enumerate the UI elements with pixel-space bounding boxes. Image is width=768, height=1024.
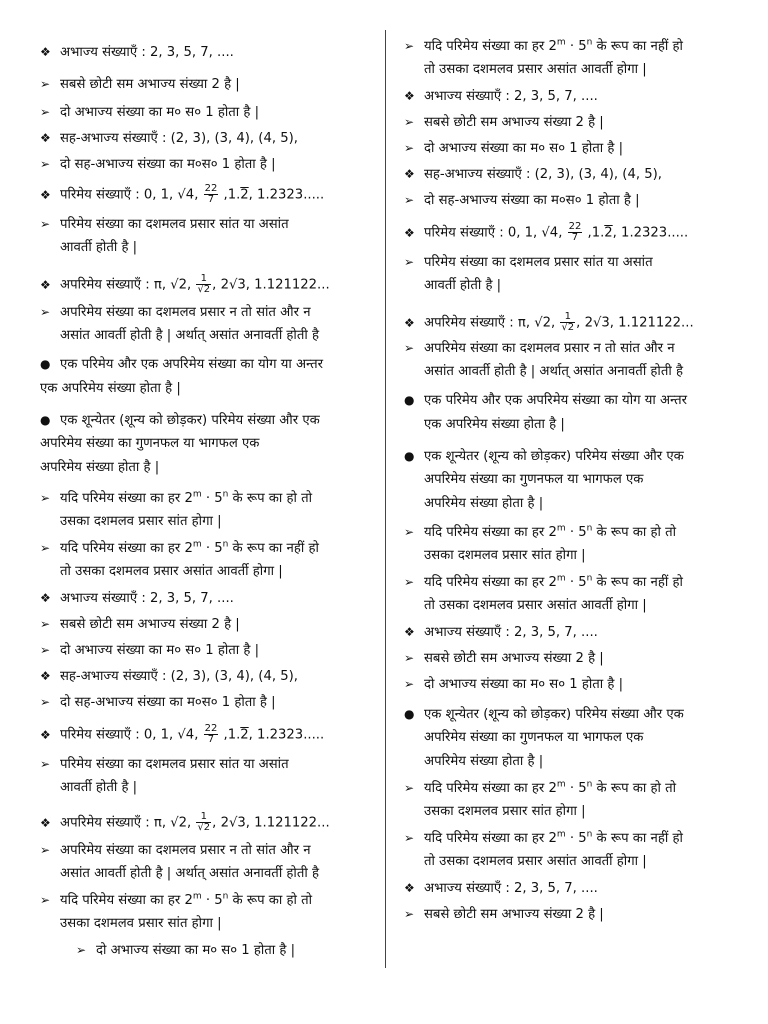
- diamond-icon: ❖: [404, 315, 415, 330]
- arrow-icon: ➢: [40, 157, 51, 171]
- list-item: ❖ अभाज्य संख्याएँ : 2, 3, 5, 7, ....: [404, 881, 598, 896]
- bullet-icon: ●: [404, 393, 415, 407]
- list-item: ● एक परिमेय और एक अपरिमेय संख्या का योग या अन्तर: [404, 393, 688, 408]
- bullet-icon: ●: [40, 413, 51, 427]
- list-item: ❖ अभाज्य संख्याएँ : 2, 3, 5, 7, ....: [404, 625, 598, 640]
- list-item: ● एक शून्येतर (शून्य को छोड़कर) परिमेय संख्या और एक: [404, 449, 684, 464]
- arrow-icon: ➢: [404, 907, 415, 921]
- list-item: ➢ अपरिमेय संख्या का दशमलव प्रसार न तो सांत और न: [40, 843, 311, 858]
- list-item: ➢ दो अभाज्य संख्या का म० स० 1 होता है |: [40, 105, 260, 120]
- diamond-icon: ❖: [40, 45, 51, 59]
- fraction: $\frac{22}{7}$: [568, 221, 582, 243]
- arrow-icon: ➢: [40, 643, 51, 657]
- diamond-icon: ❖: [404, 89, 415, 103]
- list-item: ➢ यदि परिमेय संख्या का हर $2^m \cdot 5^n$ के रूप का नहीं हो: [40, 539, 319, 556]
- list-item: ❖ सह-अभाज्य संख्याएँ : (2, 3), (3, 4), (4, 5),: [404, 167, 662, 182]
- arrow-icon: ➢: [40, 77, 51, 91]
- diamond-icon: ❖: [40, 131, 51, 145]
- arrow-icon: ➢: [404, 831, 415, 845]
- fraction: $\frac{22}{7}$: [204, 183, 218, 205]
- list-item: ➢ सबसे छोटी सम अभाज्य संख्या 2 है |: [404, 907, 604, 922]
- notes-page: ❖ अभाज्य संख्याएँ : 2, 3, 5, 7, .... ➢ सबसे छोटी सम अभाज्य संख्या 2 है | ➢ दो अभाज्य संख्या का म० स० 1 होता है | ❖ सह-अभाज्य संख्याएँ : (2, 3), (3, 4), (4, 5), ➢ दो सह-अभाज्य संख्या का म०स० 1 होता है | ❖ परिमेय संख्याएँ : 0, 1, √4, $\frac{22}{7}$ ,1.2, 1.2323..... ➢ परिमेय संख्या का दशमलव प्रसार सांत या असांत आवर्ती होती है | ❖ अपरिमेय संख्याएँ : π, √2, $\frac{1}{√2}$ , 2√3, 1.121122... ➢ अपरिमेय संख्या का दशमलव प्रसार न तो सांत और न असांत आवर्ती होती है | अर्थात् असांत अनावर्ती होती है ● एक परिमेय और एक अपरिमेय संख्या का योग या अन्तर एक अपरिमेय संख्या होता है | ● एक शून्येतर (शून्य को छोड़कर) परिमेय संख्या और एक अपरिमेय संख्या का गुणनफल या भागफल एक अपरिमेय संख्या होता है | ➢ यदि परिमेय संख्या का हर $2^m \cdot 5^n$ के रूप का हो तो उसका दशमलव प्रसार सांत होगा | ➢ यदि परिमेय संख्या का हर $2^m \cdot 5^n$ के रूप का नहीं हो तो उसका दशमलव प्रसार असांत आवर्ती होगा | ❖ अभाज्य संख्याएँ : 2, 3, 5, 7, .... ➢ सबसे छोटी सम अभाज्य संख्या 2 है | ➢ दो अभाज्य संख्या का म० स० 1 होता है | ❖ सह-अभाज्य संख्याएँ : (2, 3), (3, 4), (4, 5), ➢ दो सह-अभाज्य संख्या का म०स० 1 होता है | ❖ परिमेय संख्याएँ : 0, 1, √4, $\frac{22}{7}$ ,1.2, 1.2323..... ➢ परिमेय संख्या का दशमलव प्रसार सांत या असांत आवर्ती होती है | ❖ अपरिमेय संख्याएँ : π, √2, $\frac{1}{√2}$ , 2√3, 1.121122... ➢ अपरिमेय संख्या का दशमलव प्रसार न तो सांत और न असांत आवर्ती होती है | अर्थात् असांत अनावर्ती होती है ➢ यदि परिमेय संख्या का हर $2^m \cdot 5^n$ के रूप का हो तो उसका दशमलव प्रसार सांत होगा | ➢ दो अभाज्य संख्या का म० स० 1 होता है | ➢ यदि परिमेय संख्या का हर $2^m \cdot 5^n$ के रूप का नहीं हो तो उसका दशमलव प्रसार असांत आवर्ती होगा | ❖ अभाज्य संख्याएँ : 2, 3, 5, 7, .... ➢ सबसे छोटी सम अभाज्य संख्या 2 है | ➢ दो अभाज्य संख्या का म० स० 1 होता है | ❖ सह-अभाज्य संख्याएँ : (2, 3), (3, 4), (4, 5), ➢ दो सह-अभाज्य संख्या का म०स० 1 होता है | ❖ परिमेय संख्याएँ : 0, 1, √4, $\frac{22}{7}$ ,1.2, 1.2323..... ➢ परिमेय संख्या का दशमलव प्रसार सांत या असांत आवर्ती होती है | ❖ अपरिमेय संख्याएँ : π, √2, $\frac{1}{√2}$ , 2√3, 1.121122... ➢ अपरिमेय संख्या का दशमलव प्रसार न तो सांत और न असांत आवर्ती होती है | अर्थात् असांत अनावर्ती होती है ● एक परिमेय और एक अपरिमेय संख्या का योग या अन्तर एक अपरिमेय संख्या होता है | ● एक शून्येतर (शून्य को छोड़कर) परिमेय संख्या और एक अपरिमेय संख्या का गुणनफल या भागफल एक अपरिमेय संख्या होता है | ➢ यदि परिमेय संख्या का हर $2^m \cdot 5^n$ के रूप का हो तो उसका दशमलव प्रसार सांत होगा | ➢ यदि परिमेय संख्या का हर $2^m \cdot 5^n$ के रूप का नहीं हो तो उसका दशमलव प्रसार असांत आवर्ती होगा | ❖ अभाज्य संख्याएँ : 2, 3, 5, 7, .... ➢ सबसे छोटी सम अभाज्य संख्या 2 है | ➢ दो अभाज्य संख्या का म० स० 1 होता है | ● एक शून्येतर (शून्य को छोड़कर) परिमेय संख्या और एक अपरिमेय संख्या का गुणनफल या भागफल एक अपरिमेय संख्या होता है | ➢ यदि परिमेय संख्या का हर $2^m \cdot 5^n$ के रूप का हो तो उसका दशमलव प्रसार सांत होगा | ➢ यदि परिमेय संख्या का हर $2^m \cdot 5^n$ के रूप का नहीं हो तो उसका दशमलव प्रसार असांत आवर्ती होगा | ❖ अभाज्य संख्याएँ : 2, 3, 5, 7, .... ➢ सबसे छोटी सम अभाज्य संख्या 2 है |: [0, 0, 768, 1024]
- list-item: ➢ दो अभाज्य संख्या का म० स० 1 होता है |: [404, 677, 624, 692]
- list-item: ➢ दो अभाज्य संख्या का म० स० 1 होता है |: [404, 141, 624, 156]
- list-item: ➢ दो सह-अभाज्य संख्या का म०स० 1 होता है |: [404, 193, 640, 208]
- list-item: ❖ परिमेय संख्याएँ : 0, 1, √4, $\frac{22}{7}$ ,1.2, 1.2323.....: [40, 183, 325, 205]
- arrow-icon: ➢: [40, 893, 51, 907]
- list-item: ❖ अपरिमेय संख्याएँ : π, √2, $\frac{1}{√2}$ , 2√3, 1.121122...: [404, 311, 694, 333]
- fraction: $\frac{1}{√2}$: [561, 311, 575, 333]
- diamond-icon: ❖: [40, 815, 51, 830]
- arrow-icon: ➢: [40, 217, 51, 231]
- arrow-icon: ➢: [40, 695, 51, 709]
- list-item: ➢ सबसे छोटी सम अभाज्य संख्या 2 है |: [40, 617, 240, 632]
- diamond-icon: ❖: [40, 591, 51, 605]
- list-item: ➢ परिमेय संख्या का दशमलव प्रसार सांत या असांत: [40, 217, 289, 232]
- list-item: ➢ यदि परिमेय संख्या का हर $2^m \cdot 5^n$ के रूप का हो तो: [404, 779, 677, 796]
- list-item: ➢ सबसे छोटी सम अभाज्य संख्या 2 है |: [40, 77, 240, 92]
- arrow-icon: ➢: [404, 781, 415, 795]
- arrow-icon: ➢: [40, 843, 51, 857]
- list-item: ● एक शून्येतर (शून्य को छोड़कर) परिमेय संख्या और एक: [40, 413, 320, 428]
- list-item: ➢ यदि परिमेय संख्या का हर $2^m \cdot 5^n$ के रूप का हो तो: [404, 523, 677, 540]
- list-item: ➢ दो अभाज्य संख्या का म० स० 1 होता है |: [40, 643, 260, 658]
- list-item: ➢ सबसे छोटी सम अभाज्य संख्या 2 है |: [404, 115, 604, 130]
- arrow-icon: ➢: [40, 491, 51, 505]
- arrow-icon: ➢: [40, 305, 51, 319]
- list-item: ➢ यदि परिमेय संख्या का हर $2^m \cdot 5^n$ के रूप का नहीं हो: [404, 829, 683, 846]
- list-item: ➢ यदि परिमेय संख्या का हर $2^m \cdot 5^n$ के रूप का हो तो: [40, 891, 313, 908]
- list-item: ❖ अपरिमेय संख्याएँ : π, √2, $\frac{1}{√2}$ , 2√3, 1.121122...: [40, 273, 330, 295]
- list-item: ❖ परिमेय संख्याएँ : 0, 1, √4, $\frac{22}{7}$ ,1.2, 1.2323.....: [404, 221, 689, 243]
- arrow-icon: ➢: [76, 943, 87, 957]
- diamond-icon: ❖: [404, 625, 415, 639]
- arrow-icon: ➢: [404, 39, 415, 53]
- arrow-icon: ➢: [404, 141, 415, 155]
- list-item: ❖ परिमेय संख्याएँ : 0, 1, √4, $\frac{22}{7}$ ,1.2, 1.2323.....: [40, 723, 325, 745]
- list-item: ❖ अपरिमेय संख्याएँ : π, √2, $\frac{1}{√2}$ , 2√3, 1.121122...: [40, 811, 330, 833]
- arrow-icon: ➢: [40, 541, 51, 555]
- arrow-icon: ➢: [40, 105, 51, 119]
- list-item: ● एक शून्येतर (शून्य को छोड़कर) परिमेय संख्या और एक: [404, 707, 684, 722]
- bullet-icon: ●: [404, 449, 415, 463]
- arrow-icon: ➢: [404, 525, 415, 539]
- list-item: ➢ दो सह-अभाज्य संख्या का म०स० 1 होता है |: [40, 695, 276, 710]
- list-item: ➢ अपरिमेय संख्या का दशमलव प्रसार न तो सांत और न: [404, 341, 675, 356]
- arrow-icon: ➢: [40, 757, 51, 771]
- list-item: ➢ अपरिमेय संख्या का दशमलव प्रसार न तो सांत और न: [40, 305, 311, 320]
- bullet-icon: ●: [404, 707, 415, 721]
- fraction: $\frac{1}{√2}$: [197, 273, 211, 295]
- list-item: ➢ दो अभाज्य संख्या का म० स० 1 होता है |: [76, 943, 296, 958]
- list-item: ➢ यदि परिमेय संख्या का हर $2^m \cdot 5^n$ के रूप का नहीं हो: [404, 37, 683, 54]
- list-item: ➢ दो सह-अभाज्य संख्या का म०स० 1 होता है |: [40, 157, 276, 172]
- column-divider: [385, 30, 386, 968]
- list-item: ❖ सह-अभाज्य संख्याएँ : (2, 3), (3, 4), (4, 5),: [40, 669, 298, 684]
- list-item: ❖ अभाज्य संख्याएँ : 2, 3, 5, 7, ....: [404, 89, 598, 104]
- diamond-icon: ❖: [404, 225, 415, 240]
- list-item: ➢ यदि परिमेय संख्या का हर $2^m \cdot 5^n$ के रूप का हो तो: [40, 489, 313, 506]
- arrow-icon: ➢: [404, 115, 415, 129]
- diamond-icon: ❖: [404, 167, 415, 181]
- diamond-icon: ❖: [40, 277, 51, 292]
- diamond-icon: ❖: [40, 727, 51, 742]
- arrow-icon: ➢: [404, 677, 415, 691]
- list-item: ❖ सह-अभाज्य संख्याएँ : (2, 3), (3, 4), (4, 5),: [40, 131, 298, 146]
- arrow-icon: ➢: [404, 255, 415, 269]
- arrow-icon: ➢: [404, 193, 415, 207]
- fraction: $\frac{1}{√2}$: [197, 811, 211, 833]
- arrow-icon: ➢: [404, 575, 415, 589]
- list-item: ➢ यदि परिमेय संख्या का हर $2^m \cdot 5^n$ के रूप का नहीं हो: [404, 573, 683, 590]
- list-item: ❖ अभाज्य संख्याएँ : 2, 3, 5, 7, ....: [40, 45, 234, 60]
- diamond-icon: ❖: [40, 187, 51, 202]
- arrow-icon: ➢: [404, 651, 415, 665]
- diamond-icon: ❖: [40, 669, 51, 683]
- list-item: ❖ अभाज्य संख्याएँ : 2, 3, 5, 7, ....: [40, 591, 234, 606]
- list-item: ➢ परिमेय संख्या का दशमलव प्रसार सांत या असांत: [40, 757, 289, 772]
- fraction: $\frac{22}{7}$: [204, 723, 218, 745]
- arrow-icon: ➢: [404, 341, 415, 355]
- list-item: ➢ सबसे छोटी सम अभाज्य संख्या 2 है |: [404, 651, 604, 666]
- list-item: ● एक परिमेय और एक अपरिमेय संख्या का योग या अन्तर: [40, 357, 324, 372]
- bullet-icon: ●: [40, 357, 51, 371]
- diamond-icon: ❖: [404, 881, 415, 895]
- list-item: ➢ परिमेय संख्या का दशमलव प्रसार सांत या असांत: [404, 255, 653, 270]
- arrow-icon: ➢: [40, 617, 51, 631]
